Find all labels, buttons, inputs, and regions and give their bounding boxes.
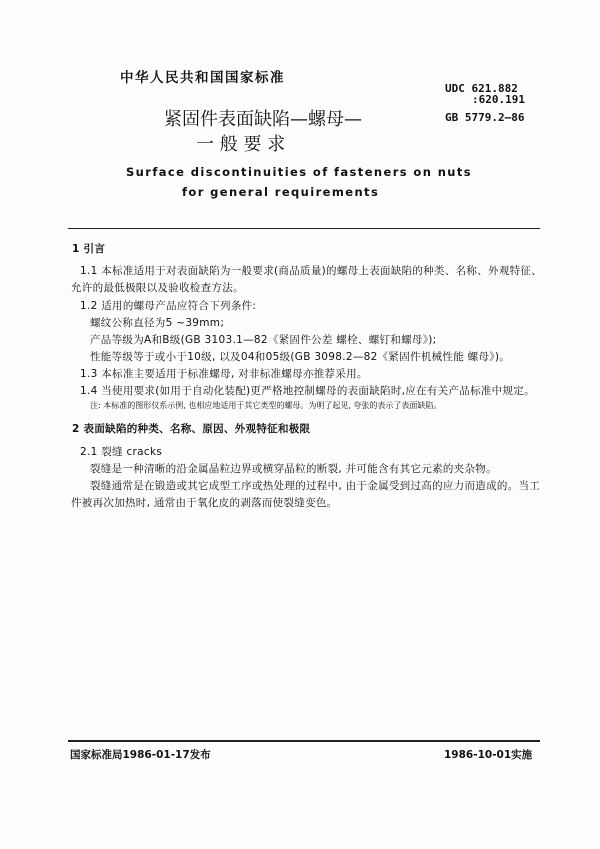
paragraph-1-1: 1.1 本标准适用于对表面缺陷为一般要求(商品质量)的螺母上表面缺陷的种类、名称、外观特征、 bbox=[80, 265, 543, 277]
gb-number: GB 5779.2—86 bbox=[445, 111, 525, 124]
paragraph-1-4: 1.4 当使用要求(如用于自动化装配)更严格地控制螺母的表面缺陷时,应在有关产品标准中规定。 bbox=[80, 385, 535, 397]
country-standard-label: 中华人民共和国国家标准 bbox=[120, 70, 285, 86]
paragraph-1-2: 1.2 适用的螺母产品应符合下列条件: bbox=[80, 300, 257, 312]
title-cn-line2: 一 般 要 求 bbox=[196, 134, 286, 155]
note: 注: 本标准的图形仅系示例, 也相应地适用于其它类型的螺母。为明了起见, 夸张的表示了表面缺陷。 bbox=[90, 401, 442, 410]
udc-code-line1: UDC 621.882 bbox=[445, 82, 518, 95]
effective-date: 1986-10-01实施 bbox=[444, 749, 533, 761]
paragraph-1-1-cont: 允许的最低极限以及验收检查方法。 bbox=[71, 282, 244, 294]
paragraph-1-2-item-c: 性能等级等于或小于10级, 以及04和05级(GB 3098.2—82《紧固件机械性能 螺母》)。 bbox=[90, 351, 511, 363]
paragraph-2-1-a: 裂缝是一种清晰的沿金属晶粒边界或横穿晶粒的断裂, 并可能含有其它元素的夹杂物。 bbox=[90, 463, 497, 475]
title-en-line1: Surface discontinuities of fasteners on nuts bbox=[126, 165, 473, 179]
paragraph-1-2-item-b: 产品等级为A和B级(GB 3103.1—82《紧固件公差 螺栓、螺钉和螺母》); bbox=[90, 334, 437, 346]
footer-divider bbox=[68, 740, 540, 742]
section-2-heading: 2 表面缺陷的种类、名称、原因、外观特征和极限 bbox=[72, 423, 311, 435]
paragraph-2-1-heading: 2.1 裂缝 cracks bbox=[80, 446, 163, 458]
section-1-heading: 1 引言 bbox=[72, 243, 106, 255]
udc-code-line2: :620.191 bbox=[472, 93, 525, 106]
header-divider bbox=[68, 228, 540, 229]
issue-date: 国家标准局1986-01-17发布 bbox=[70, 749, 211, 761]
paragraph-1-2-item-a: 螺纹公称直径为5 ~39mm; bbox=[90, 317, 225, 329]
paragraph-1-3: 1.3 本标准主要适用于标准螺母, 对非标准螺母亦推荐采用。 bbox=[80, 368, 368, 380]
title-cn-line1: 紧固件表面缺陷—螺母— bbox=[164, 109, 362, 130]
paragraph-2-1-b: 裂缝通常是在锻造或其它成型工序或热处理的过程中, 由于金属受到过高的应力而造成的。当工 bbox=[90, 480, 541, 492]
paragraph-2-1-c: 件被再次加热时, 通常由于氧化皮的剥落而使裂缝变色。 bbox=[71, 497, 338, 509]
title-en-line2: for general requirements bbox=[182, 185, 380, 199]
